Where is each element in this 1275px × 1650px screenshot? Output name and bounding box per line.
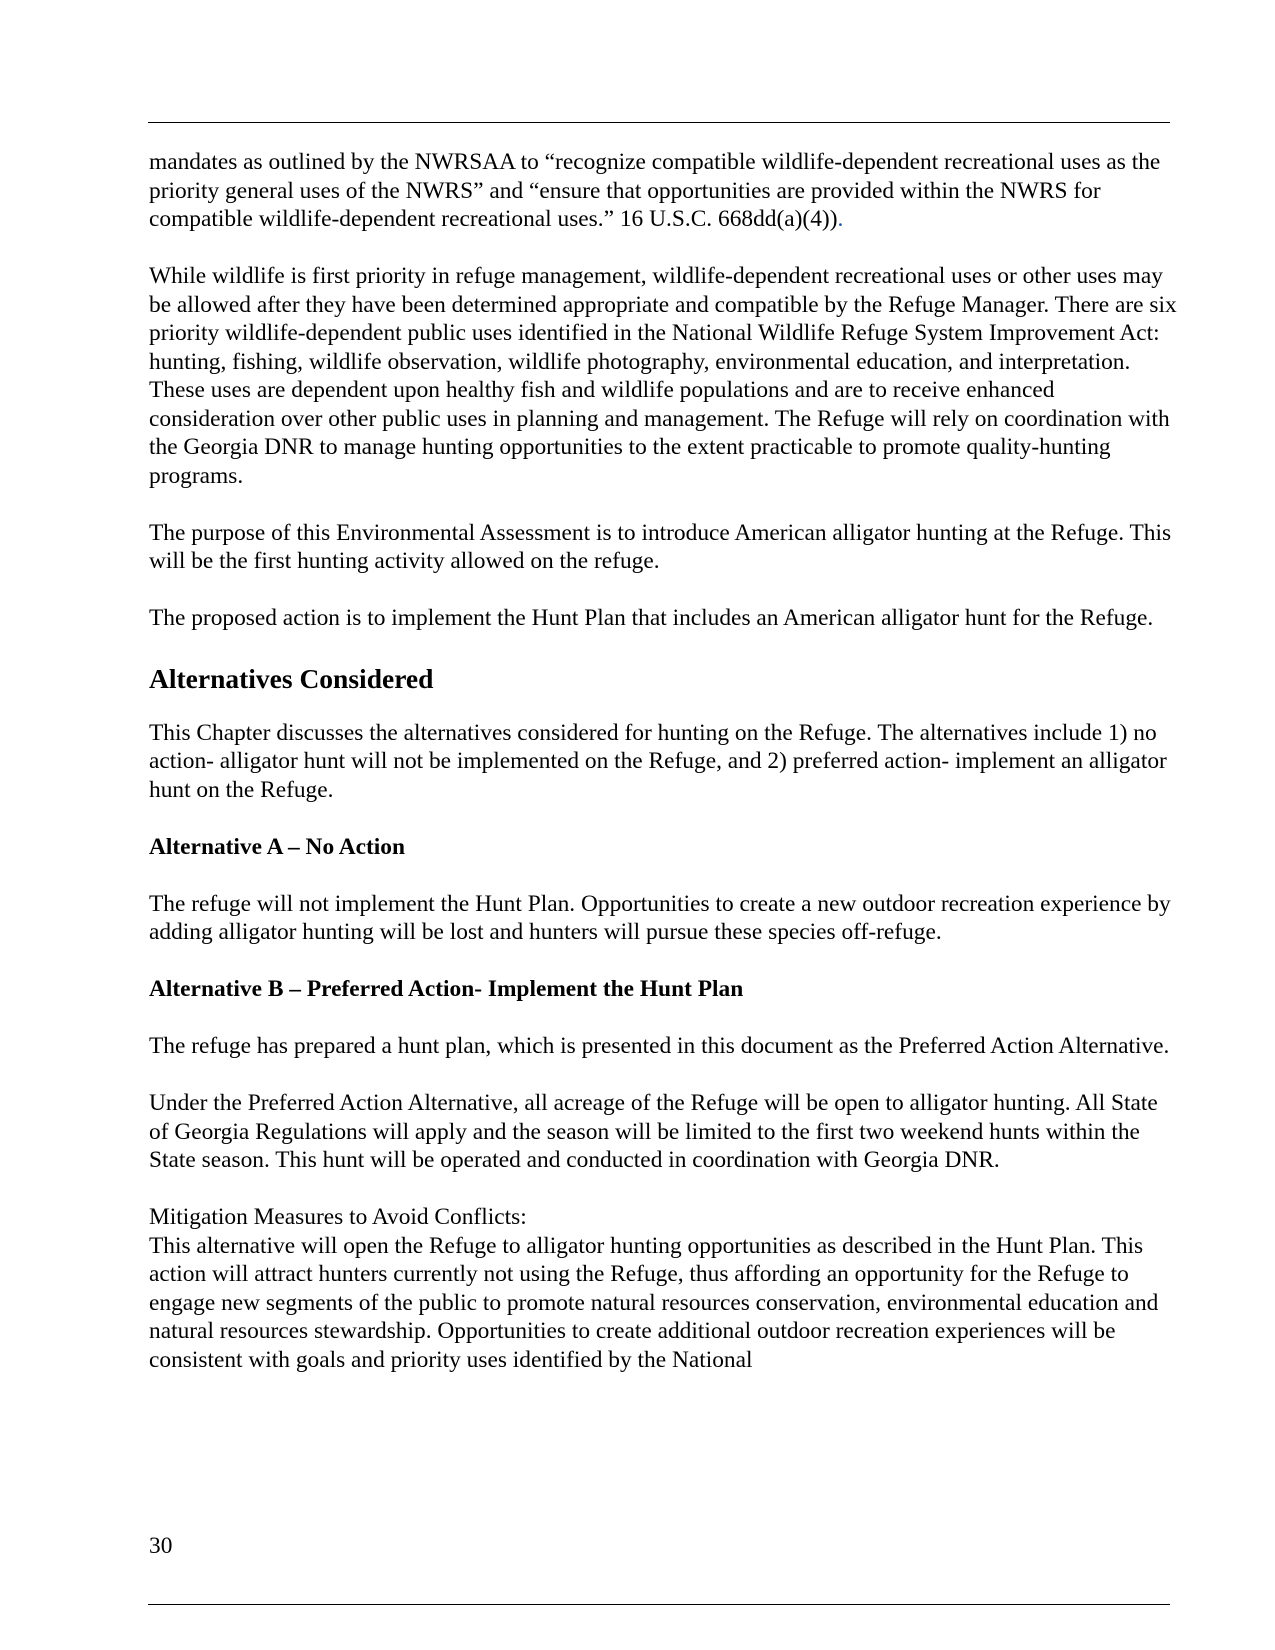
subheading-alternative-b: Alternative B – Preferred Action- Implement the Hunt Plan — [149, 976, 744, 1002]
subheading-alternative-a: Alternative A – No Action — [149, 833, 405, 860]
paragraph-proposed-action: The proposed action is to implement the Hunt Plan that includes an American alligator hunt for the Refuge. — [149, 605, 1154, 631]
page-number: 30 — [149, 1533, 173, 1559]
paragraph-alternative-b-2: Under the Preferred Action Alternative, all acreage of the Refuge will be open to alligator hunting. All State of Georgia Regulations will apply and the season will be limited to the first two weekend hunts within the State season. This hunt will be operated and conducted in coordination with Georgia DNR. — [149, 1090, 1158, 1173]
paragraph-alternative-a: The refuge will not implement the Hunt Plan. Opportunities to create a new outdoor recreation experience by adding alligator hunting will be lost and hunters will pursue these species off-refuge. — [149, 890, 1171, 945]
paragraph-ea-purpose: The purpose of this Environmental Assessment is to introduce American alligator hunting at the Refuge. This will be the first hunting activity allowed on the refuge. — [149, 519, 1172, 574]
paragraph-alternative-b-1: The refuge has prepared a hunt plan, which is presented in this document as the Preferred Action Alternative. — [149, 1033, 1170, 1059]
section-heading-alternatives: Alternatives Considered — [149, 662, 434, 694]
page-body — [149, 148, 1179, 1374]
paragraph-alternatives-intro: This Chapter discusses the alternatives considered for hunting on the Refuge. The alternatives include 1) no action- alligator hunt will not be implemented on the Refuge, and 2) preferred action- implement an alligator hunt on the Refuge. — [149, 719, 1167, 803]
header-rule — [148, 122, 1170, 123]
footer-rule — [148, 1604, 1170, 1605]
paragraph-priority-uses: While wildlife is first priority in refuge management, wildlife-dependent recreational uses or other uses may be allowed after they have been determined appropriate and compatible by the Refuge Manager. There are six priority wildlife-dependent public uses identified in the National Wildlife Refuge System Improvement Act: hunting, fishing, wildlife observation, wildlife photography, environmental education, and interpretation. These uses are dependent upon healthy fish and wildlife populations and are to receive enhanced consideration over other public uses in planning and management. The Refuge will rely on coordination with the Georgia DNR to manage hunting opportunities to the extent practicable to promote quality-hunting programs. — [149, 263, 1177, 489]
paragraph-nwrsaa-end: . — [837, 206, 844, 232]
paragraph-mitigation: This alternative will open the Refuge to alligator hunting opportunities as described in the Hunt Plan. This action will attract hunters currently not using the Refuge, thus affording an opportunity for the Refuge to engage new segments of the public to promote natural resources conservation, environmental education and natural resources stewardship. Opportunities to create additional outdoor recreation experiences will be consistent with goals and priority uses identified by the National — [149, 1232, 1159, 1373]
mitigation-label: Mitigation Measures to Avoid Conflicts: — [149, 1204, 527, 1230]
paragraph-nwrsaa-mandates — [149, 148, 1179, 234]
paragraph-nwrsaa-text: mandates as outlined by the NWRSAA to “recognize compatible wildlife-dependent recreational uses as the priority general uses of the NWRS” and “ensure that opportunities are provided within the NWRS for compatible wildlife-dependent recreational uses.” 16 U.S.C. 668dd(a)(4)) — [149, 149, 1161, 232]
